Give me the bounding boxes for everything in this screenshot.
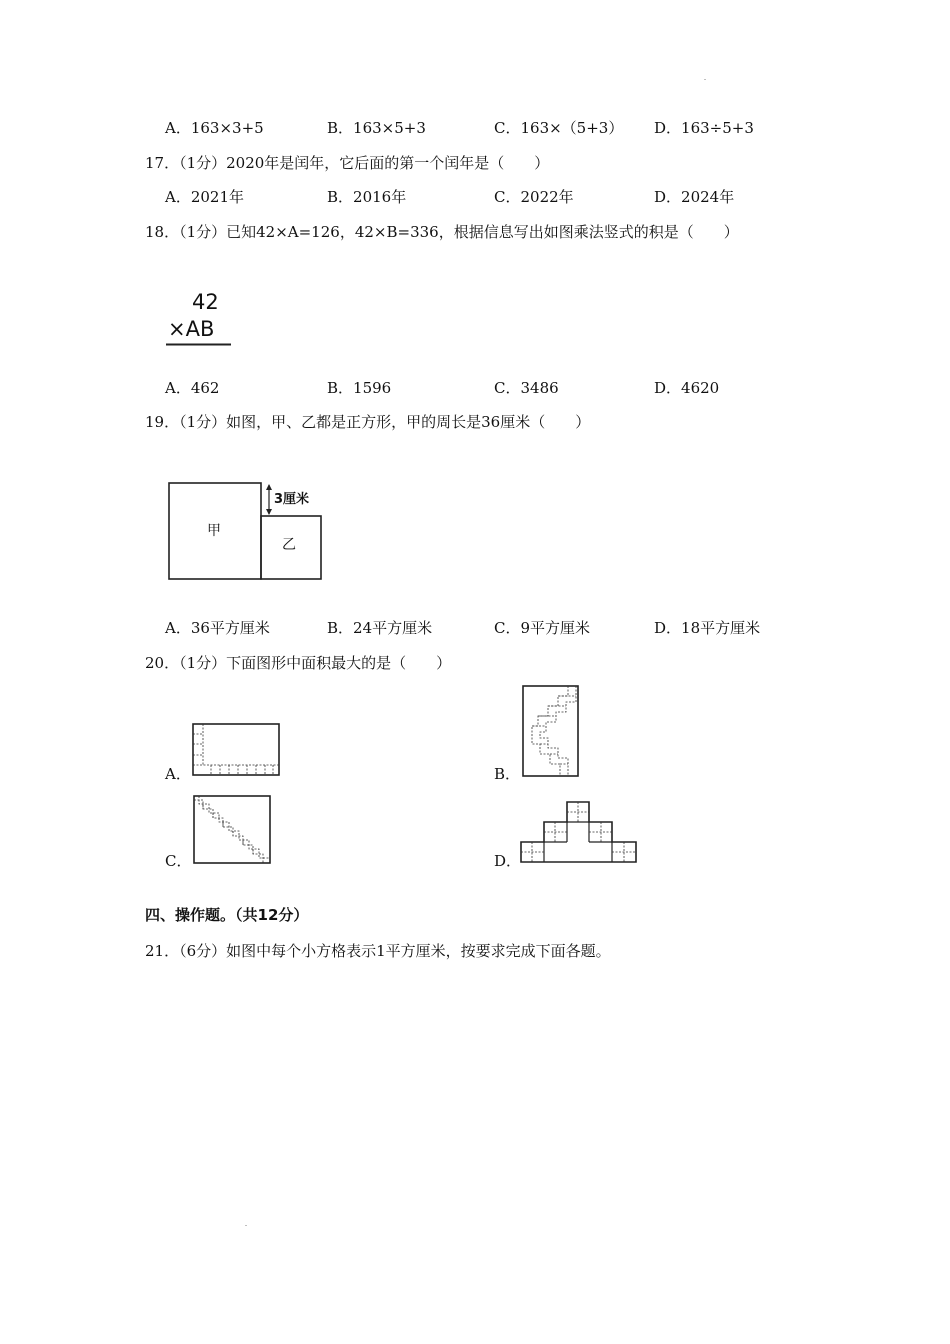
q18-option-a[interactable]: A．462 — [165, 379, 220, 397]
q17-option-a[interactable]: A．2021年 — [165, 188, 245, 206]
q18-figure-top: 42 — [192, 290, 219, 314]
q16-option-a[interactable]: A．163×3+5 — [165, 119, 264, 137]
q20-text: 20．（1分）下面图形中面积最大的是（ ） — [145, 654, 452, 672]
q21-text: 21．（6分）如图中每个小方格表示1平方厘米，按要求完成下面各题。 — [145, 942, 611, 960]
q18-option-d[interactable]: D．4620 — [654, 379, 720, 397]
page-mark-top: - — [704, 76, 707, 83]
q17-option-c[interactable]: C．2022年 — [494, 188, 574, 206]
q18-text: 18．（1分）已知42×A=126，42×B=336，根据信息写出如图乘法竖式的积是（ ） — [145, 223, 739, 241]
q19-label-small: 乙 — [282, 537, 296, 553]
q19-label-big: 甲 — [207, 523, 221, 539]
q18-figure-line — [166, 343, 236, 347]
q18-option-c[interactable]: C．3486 — [494, 379, 559, 397]
q16-option-d[interactable]: D．163÷5+3 — [654, 119, 754, 137]
q17-option-b[interactable]: B．2016年 — [327, 188, 407, 206]
q19-text: 19．（1分）如图，甲、乙都是正方形，甲的周长是36厘米（ ） — [145, 413, 591, 431]
q20-figure-c — [191, 794, 273, 866]
q16-option-c[interactable]: C．163×（5+3） — [494, 119, 624, 137]
q20-figure-b — [520, 684, 582, 780]
q20-option-d[interactable]: D． — [494, 852, 522, 870]
section-4-title: 四、操作题。（共12分） — [145, 906, 309, 924]
q19-option-c[interactable]: C．9平方厘米 — [494, 619, 591, 637]
q16-option-b[interactable]: B．163×5+3 — [327, 119, 426, 137]
page-mark-bottom: - — [245, 1222, 248, 1229]
q20-option-a[interactable]: A． — [165, 765, 191, 783]
q19-dim-label: 3厘米 — [274, 492, 310, 507]
q20-figure-a — [191, 722, 283, 778]
q19-option-a[interactable]: A．36平方厘米 — [165, 619, 270, 637]
q20-option-c[interactable]: C． — [165, 852, 192, 870]
q20-option-b[interactable]: B． — [494, 765, 521, 783]
q17-text: 17．（1分）2020年是闰年，它后面的第一个闰年是（ ） — [145, 154, 550, 172]
q19-squares-figure — [165, 478, 335, 588]
q18-figure-bottom: ×AB — [168, 317, 215, 341]
q20-figure-d — [518, 800, 640, 866]
q18-option-b[interactable]: B．1596 — [327, 379, 392, 397]
q17-option-d[interactable]: D．2024年 — [654, 188, 735, 206]
q19-option-d[interactable]: D．18平方厘米 — [654, 619, 761, 637]
q19-option-b[interactable]: B．24平方厘米 — [327, 619, 433, 637]
